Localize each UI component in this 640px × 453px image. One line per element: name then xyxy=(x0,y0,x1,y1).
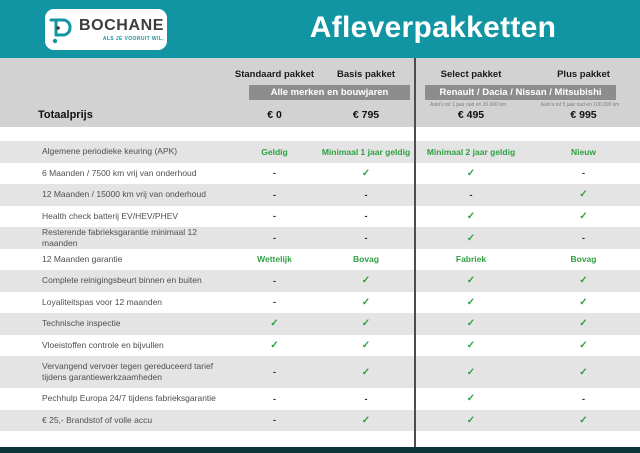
feature-cell: ✓ xyxy=(466,232,476,244)
feature-cell: ✓ xyxy=(579,275,588,287)
plus-pakket-note: Auto's tot 5 jaar oud en 100.000 km xyxy=(540,102,620,108)
feature-cell: - xyxy=(273,415,276,426)
table-row xyxy=(0,335,640,357)
table-row xyxy=(0,313,640,335)
feature-cell: - xyxy=(273,168,276,179)
table-row xyxy=(0,292,640,314)
feature-cell: - xyxy=(582,393,585,404)
feature-cell: - xyxy=(273,367,276,377)
table-row xyxy=(0,227,640,249)
feature-label: Complete reinigingsbeurt binnen en buiten xyxy=(42,275,202,286)
feature-label: € 25,- Brandstof of volle accu xyxy=(42,414,153,425)
totals-row xyxy=(0,109,640,121)
feature-label: Health check batterij EV/HEV/PHEV xyxy=(42,210,179,221)
feature-label: 12 Maanden / 15000 km vrij van onderhoud xyxy=(42,189,206,200)
feature-cell: - xyxy=(273,233,276,244)
header-bar xyxy=(0,0,640,58)
feature-cell: - xyxy=(364,393,368,404)
table-row xyxy=(0,410,640,432)
total-price-plus: € 995 xyxy=(570,109,597,121)
feature-cell: ✓ xyxy=(361,339,371,351)
feature-cell: - xyxy=(582,168,585,179)
feature-label: 6 Maanden / 7500 km vrij van onderhoud xyxy=(42,167,197,178)
feature-cell: ✓ xyxy=(579,339,588,351)
table-row xyxy=(0,184,640,206)
feature-cell: Bovag xyxy=(570,254,597,265)
feature-cell: - xyxy=(273,393,276,404)
feature-cell: ✓ xyxy=(361,318,371,330)
feature-cell: ✓ xyxy=(466,366,476,378)
column-header-plus: Plus pakket xyxy=(557,69,610,80)
bottom-bar xyxy=(0,447,640,453)
feature-cell: - xyxy=(273,211,276,222)
table-row xyxy=(0,249,640,271)
feature-cell: ✓ xyxy=(361,296,371,308)
total-price-select: € 495 xyxy=(457,109,485,121)
feature-cell: ✓ xyxy=(466,318,476,330)
feature-cell: Minimaal 1 jaar geldig xyxy=(321,146,411,157)
feature-cell: Nieuw xyxy=(570,146,597,157)
feature-cell: - xyxy=(273,297,276,308)
table-header xyxy=(0,58,640,127)
column-group-divider xyxy=(414,58,416,447)
feature-cell: Fabriek xyxy=(455,254,487,265)
feature-label: Algemene periodieke keuring (APK) xyxy=(42,146,178,157)
feature-cell: ✓ xyxy=(466,414,476,426)
total-price-standaard: € 0 xyxy=(267,109,282,121)
column-header-select: Select pakket xyxy=(440,69,502,80)
feature-cell: ✓ xyxy=(270,318,279,330)
page-title: Afleverpakketten xyxy=(309,11,557,44)
brand-tagline: ALS JE VOORUIT WIL. xyxy=(102,35,165,42)
feature-label: Technische inspectie xyxy=(42,318,121,329)
table-row xyxy=(0,270,640,292)
feature-cell: Bovag xyxy=(353,254,379,265)
feature-cell: Minimaal 2 jaar geldig xyxy=(426,146,516,157)
feature-cell: Wettelijk xyxy=(257,254,292,265)
feature-cell: ✓ xyxy=(466,275,476,287)
table-row xyxy=(0,141,640,163)
feature-cell: ✓ xyxy=(361,275,371,287)
feature-cell: - xyxy=(273,275,276,286)
total-price-label: Totaalprijs xyxy=(38,109,93,121)
feature-cell: ✓ xyxy=(270,339,279,351)
feature-cell: ✓ xyxy=(579,210,588,222)
column-header-standaard: Standaard pakket xyxy=(234,69,315,80)
total-price-basis: € 795 xyxy=(352,109,380,121)
feature-cell: - xyxy=(364,211,368,222)
feature-label: Vloeistoffen controle en bijvullen xyxy=(42,339,164,350)
feature-label: 12 Maanden garantie xyxy=(42,253,123,264)
feature-label: Vervangend vervoer tegen gereduceerd tarief tijdens garantiewerkzaamheden xyxy=(42,360,214,382)
feature-cell: ✓ xyxy=(579,189,588,201)
column-header-basis: Basis pakket xyxy=(336,69,396,80)
feature-table xyxy=(0,141,640,431)
feature-cell: ✓ xyxy=(579,318,588,330)
feature-cell: ✓ xyxy=(579,414,588,426)
feature-cell: ✓ xyxy=(466,393,476,405)
spacer xyxy=(0,58,232,80)
select-pakket-note: Auto's tot 1 jaar oud en 20.000 km xyxy=(429,102,506,108)
feature-cell: ✓ xyxy=(579,296,588,308)
group-band-brands: Renault / Dacia / Nissan / Mitsubishi xyxy=(425,85,616,100)
feature-cell: ✓ xyxy=(361,167,371,179)
feature-cell: ✓ xyxy=(466,167,476,179)
feature-cell: Geldig xyxy=(261,146,288,157)
feature-cell: ✓ xyxy=(361,414,371,426)
group-band-all-brands: Alle merken en bouwjaren xyxy=(249,85,410,100)
table-row xyxy=(0,356,640,388)
feature-cell: - xyxy=(364,233,368,244)
package-name-row xyxy=(0,58,640,80)
feature-label: Loyaliteitspas voor 12 maanden xyxy=(42,296,163,307)
feature-cell: - xyxy=(364,189,368,200)
table-row xyxy=(0,206,640,228)
feature-cell: ✓ xyxy=(361,366,371,378)
feature-cell: ✓ xyxy=(579,366,588,378)
feature-cell: ✓ xyxy=(466,339,476,351)
feature-label: Pechhulp Europa 24/7 tijdens fabrieksgarantie xyxy=(42,393,216,404)
feature-cell: ✓ xyxy=(466,296,476,308)
table-row xyxy=(0,388,640,410)
feature-cell: - xyxy=(273,189,276,200)
feature-cell: - xyxy=(582,233,585,244)
feature-cell: - xyxy=(469,189,473,200)
feature-label: Resterende fabrieksgarantie minimaal 12 maanden xyxy=(42,227,197,249)
brand-name: BOCHANE xyxy=(78,16,165,34)
feature-cell: ✓ xyxy=(466,210,476,222)
table-row xyxy=(0,163,640,185)
